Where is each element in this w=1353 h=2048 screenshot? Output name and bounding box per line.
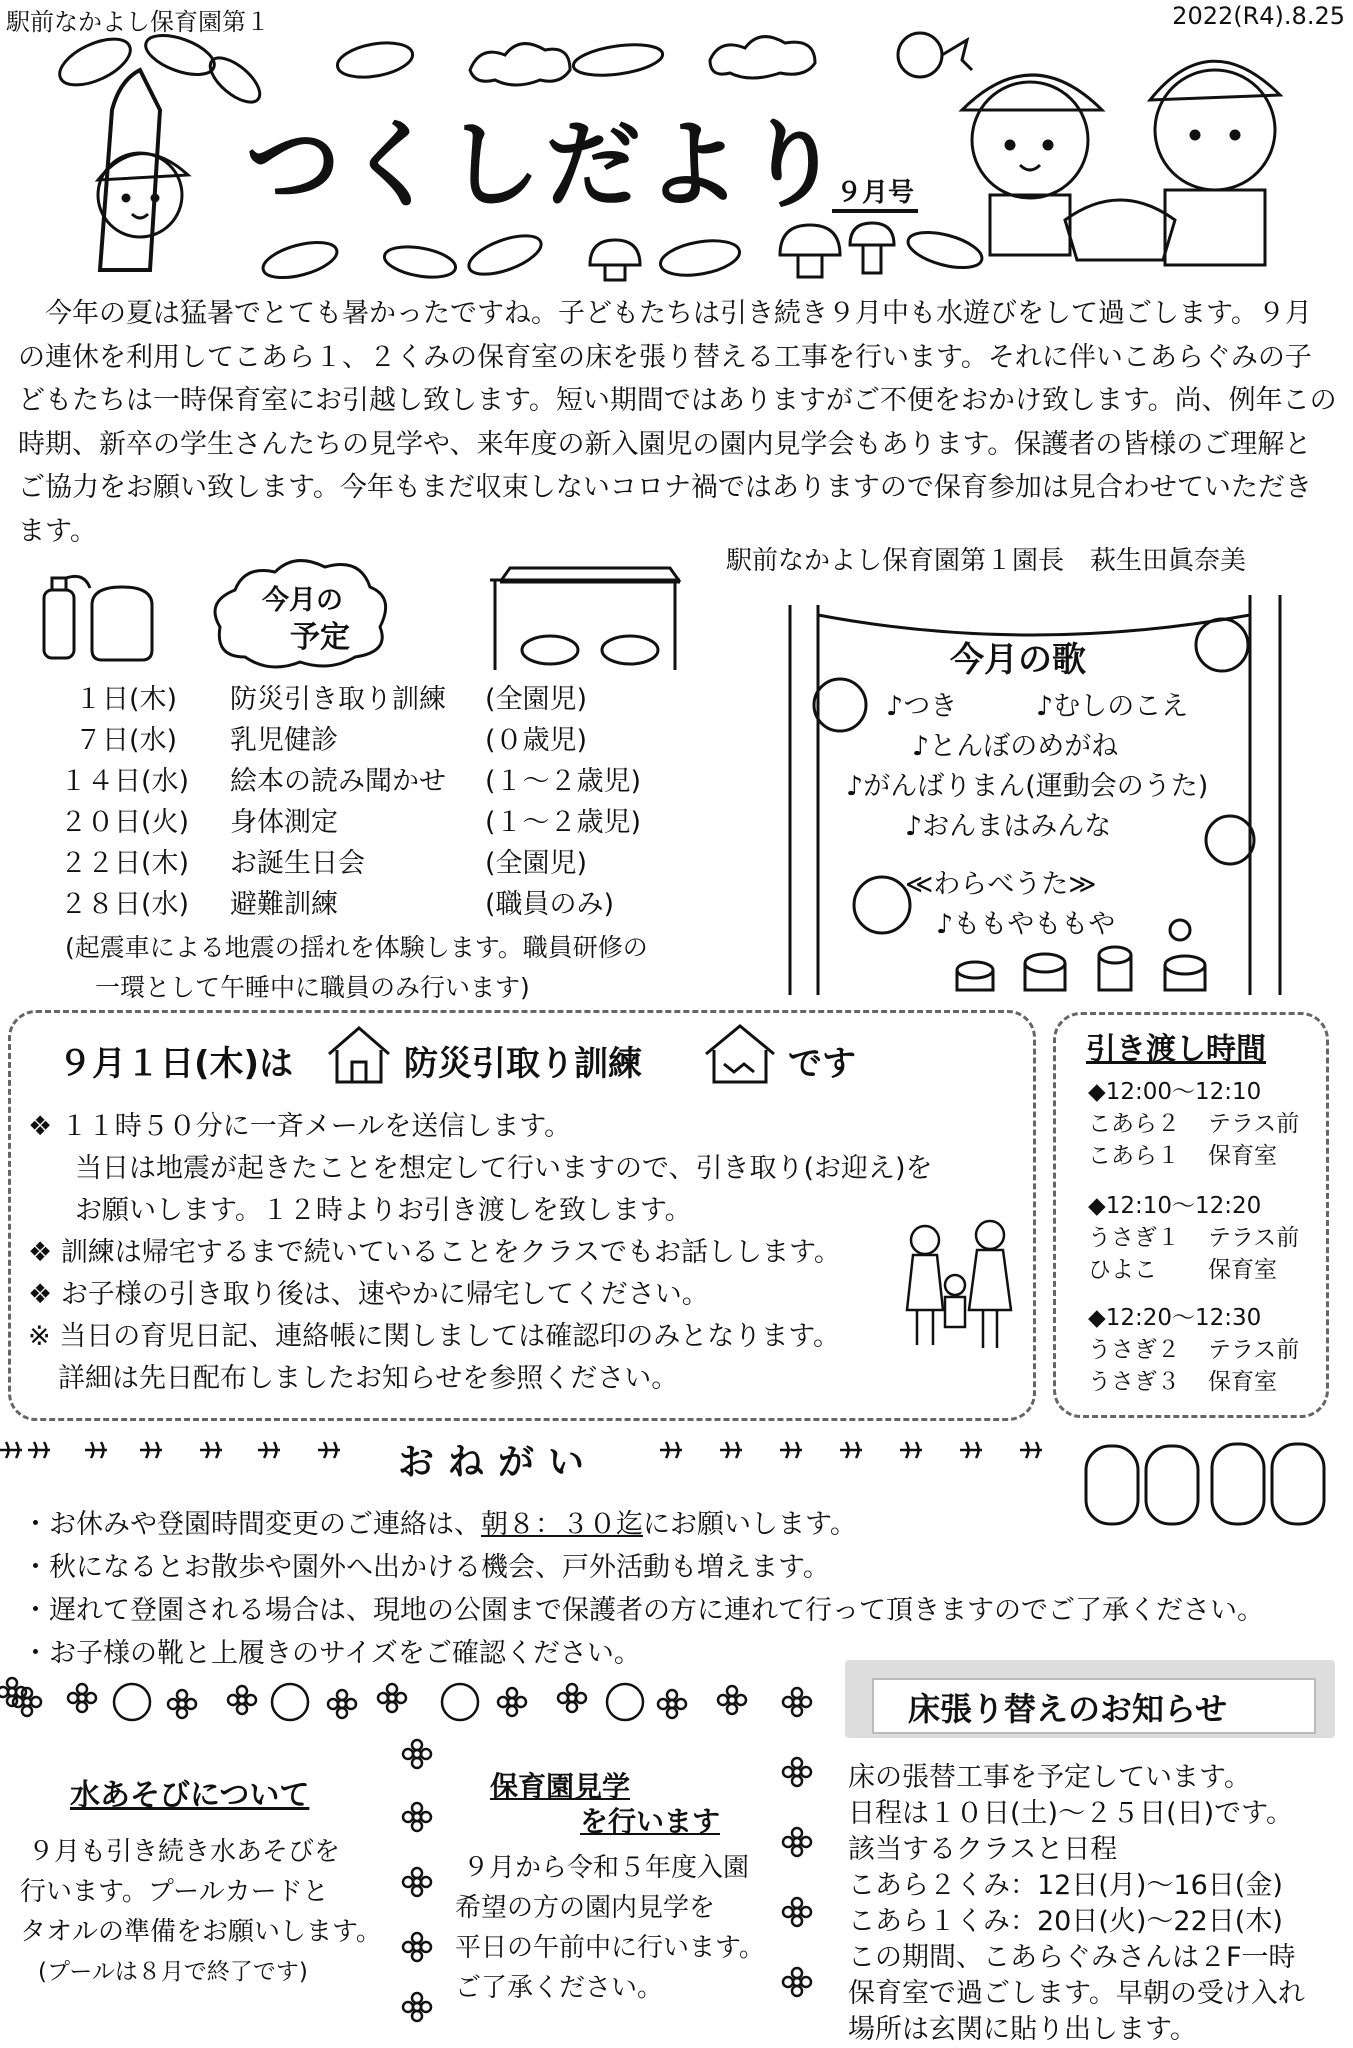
warabe-song: ♪ももやももや xyxy=(936,909,1116,940)
water-note: (プールは８月で終了です) xyxy=(38,1959,308,1985)
floor-line: 場所は玄関に貼り出します。 xyxy=(848,2014,1197,2045)
warabe-title: ≪わらべうた≫ xyxy=(905,869,1097,900)
handover-place: テラス前 xyxy=(1208,1337,1300,1363)
request-highlight: 朝８：３０迄 xyxy=(481,1509,643,1540)
floor-line: この期間、こあらぐみさんは２F一時 xyxy=(848,1942,1296,1973)
floor-line: こあら１くみ：20日(火)～22日(木) xyxy=(848,1906,1283,1937)
parents-illustration xyxy=(895,1215,1035,1355)
schedule-event: 防災引き取り訓練 xyxy=(230,684,446,715)
water-line: ９月も引き続き水あそびを xyxy=(28,1837,341,1867)
drill-line xyxy=(28,1104,571,1143)
songs-title: 今月の歌 xyxy=(950,640,1086,680)
schedule-date: １４日(水) xyxy=(60,766,190,797)
drill-bullet: ❖ xyxy=(28,1279,53,1310)
handover-time: ◆12:00～12:10 xyxy=(1088,1079,1262,1105)
water-body xyxy=(20,1832,382,1992)
schedule-target: (全園児) xyxy=(485,684,588,715)
drill-text: お願いします。１２時よりお引き渡しを致します。 xyxy=(75,1195,692,1226)
handover-class: うさぎ１ xyxy=(1088,1225,1180,1251)
schedule-target: (１～２歳児) xyxy=(485,807,642,838)
tour-line: ９月から令和５年度入園 xyxy=(463,1853,750,1883)
request-text: ・お休みや登園時間変更のご連絡は、 xyxy=(22,1509,481,1540)
request-item xyxy=(22,1631,641,1670)
drill-line xyxy=(58,1356,678,1395)
schedule-title-line2: 予定 xyxy=(290,620,350,655)
drill-line xyxy=(28,1272,709,1311)
drill-line xyxy=(28,1230,841,1269)
tour-title-line1: 保育園見学 xyxy=(490,1770,631,1803)
schedule-target: (職員のみ) xyxy=(485,889,615,920)
drill-text: 詳細は先日配布しましたお知らせを参照ください。 xyxy=(58,1363,679,1394)
schedule-date: ７日(水) xyxy=(75,725,178,756)
handover-class: こあら１ xyxy=(1088,1143,1180,1169)
handover-class: ひよこ xyxy=(1088,1257,1157,1283)
issue-label: ９月号 xyxy=(832,172,918,213)
handover-time: ◆12:20～12:30 xyxy=(1088,1305,1262,1331)
song-item: ♪むしのこえ xyxy=(1036,691,1189,722)
floor-title: 床張り替えのお知らせ xyxy=(908,1690,1228,1728)
handover-row xyxy=(1088,1108,1299,1140)
handover-slot xyxy=(1088,1190,1299,1286)
schedule-date: ２２日(木) xyxy=(60,848,190,879)
schedule-event: 絵本の読み聞かせ xyxy=(230,766,446,797)
newsletter-title: つくしだより xyxy=(245,109,845,221)
floor-body xyxy=(848,1760,1305,2048)
handover-place: テラス前 xyxy=(1208,1111,1300,1137)
tour-body xyxy=(455,1848,765,2008)
issue-date: 2022(R4).8.25 xyxy=(1172,2,1345,30)
schedule-note-line1: (起震車による地震の揺れを体験します。職員研修の xyxy=(65,933,648,962)
drill-bullet: ❖ xyxy=(28,1111,53,1142)
handover-class: うさぎ３ xyxy=(1088,1369,1180,1395)
drill-line xyxy=(28,1314,840,1353)
request-title: おねがい xyxy=(398,1442,599,1483)
schedule-target: (０歳児) xyxy=(485,725,588,756)
handover-class: うさぎ２ xyxy=(1088,1337,1180,1363)
request-item xyxy=(22,1588,1264,1627)
collapsed-house-icon xyxy=(700,1020,780,1086)
handover-place: 保育室 xyxy=(1208,1257,1277,1283)
schedule-target: (１～２歳児) xyxy=(485,766,642,797)
handover-place: 保育室 xyxy=(1208,1143,1277,1169)
schedule-target: (全園児) xyxy=(485,848,588,879)
handover-row xyxy=(1088,1366,1299,1398)
drill-text: お子様の引き取り後は、速やかに帰宅してください。 xyxy=(60,1279,709,1310)
drill-heading-tail: です xyxy=(788,1044,856,1084)
handover-title: 引き渡し時間 xyxy=(1086,1032,1266,1067)
floor-line: 床の張替工事を予定しています。 xyxy=(848,1762,1251,1793)
request-text: にお願いします。 xyxy=(643,1509,857,1540)
drill-line xyxy=(75,1146,933,1185)
request-text: ・遅れて登園される場合は、現地の公園まで保護者の方に連れて行って頂きますのでご了承ください。 xyxy=(22,1595,1264,1626)
tour-line: ご了承ください。 xyxy=(455,1973,664,2003)
schedule-event: 身体測定 xyxy=(230,807,338,838)
schedule-event: お誕生日会 xyxy=(230,848,365,879)
organization-name: 駅前なかよし保育園第１ xyxy=(6,8,270,36)
song-item: ♪がんばりまん(運動会のうた) xyxy=(846,771,1209,802)
song-item: ♪とんぼのめがね xyxy=(912,731,1119,762)
handover-row xyxy=(1088,1222,1299,1254)
drill-text: １１時５０分に一斉メールを送信します。 xyxy=(60,1111,572,1142)
schedule-title-line1: 今月の xyxy=(262,585,343,616)
handover-class: こあら２ xyxy=(1088,1111,1180,1137)
schedule-date: ２８日(水) xyxy=(60,889,190,920)
handover-slot xyxy=(1088,1076,1299,1172)
intro-paragraph: 今年の夏は猛暑でとても暑かったですね。子どもたちは引き続き９月中も水遊びをして過ごします。９月の連休を利用してこあら１、２くみの保育室の床を張り替える工事を行います。それに伴いこあらぐみの子どもたちは一時保育室にお引越し致します。短い期間ではありますがご不便をおかけ致します。尚、例年この時期、新卒の学生さんたちの見学や、来年度の新入園児の園内見学会もあります。保護者の皆様のご理解とご協力をお願い致します。今年もまだ収束しないコロナ禍ではありますので保育参加は見合わせていただきます。 xyxy=(18,298,1337,547)
schedule-illustrations xyxy=(30,560,730,680)
water-line: タオルの準備をお願いします。 xyxy=(20,1917,382,1947)
handover-slot xyxy=(1088,1302,1299,1398)
handover-row xyxy=(1088,1334,1299,1366)
shoes-icon xyxy=(1080,1440,1330,1530)
schedule-date: ２０日(火) xyxy=(60,807,190,838)
request-item xyxy=(22,1502,857,1541)
water-title: 水あそびについて xyxy=(70,1778,310,1813)
tour-line: 平日の午前中に行います。 xyxy=(455,1933,765,1963)
drill-text: 訓練は帰宅するまで続いていることをクラスでもお話しします。 xyxy=(60,1237,841,1268)
drill-bullet: ※ xyxy=(28,1321,51,1352)
drill-text: 当日の育児日記、連絡帳に関しましては確認印のみとなります。 xyxy=(59,1321,841,1352)
drill-heading-date: ９月１日(木)は xyxy=(58,1044,294,1084)
schedule-event: 避難訓練 xyxy=(230,889,338,920)
principal-signature: 駅前なかよし保育園第１園長 萩生田眞奈美 xyxy=(726,546,1247,576)
handover-time: ◆12:10～12:20 xyxy=(1088,1193,1262,1219)
water-line: 行います。プールカードと xyxy=(20,1877,329,1907)
schedule-date: １日(木) xyxy=(75,684,178,715)
floor-line: こあら２くみ：12日(月)～16日(金) xyxy=(848,1870,1283,1901)
request-text: ・秋になるとお散歩や園外へ出かける機会、戸外活動も増えます。 xyxy=(22,1552,830,1583)
schedule-note-line2: 一環として午睡中に職員のみ行います) xyxy=(95,973,530,1002)
tour-line: 希望の方の園内見学を xyxy=(455,1893,716,1923)
handover-row xyxy=(1088,1140,1299,1172)
floor-line: 該当するクラスと日程 xyxy=(848,1834,1118,1865)
song-item: ♪おんまはみんな xyxy=(905,811,1112,842)
request-text: ・お子様の靴と上履きのサイズをご確認ください。 xyxy=(22,1638,641,1669)
drill-line xyxy=(75,1188,692,1227)
drill-heading-name: 防災引取り訓練 xyxy=(404,1044,642,1084)
floor-line: 保育室で過ごします。早朝の受け入れ xyxy=(848,1978,1305,2009)
house-icon xyxy=(324,1022,394,1086)
handover-place: テラス前 xyxy=(1208,1225,1300,1251)
schedule-event: 乳児健診 xyxy=(230,725,338,756)
handover-row xyxy=(1088,1254,1299,1286)
song-item: ♪つき xyxy=(886,691,958,722)
floor-line: 日程は１０日(土)～２５日(日)です。 xyxy=(848,1798,1293,1829)
request-item xyxy=(22,1545,830,1584)
drill-bullet: ❖ xyxy=(28,1237,53,1268)
tour-title-line2: を行います xyxy=(580,1805,721,1838)
drill-text: 当日は地震が起きたことを想定して行いますので、引き取り(お迎え)を xyxy=(75,1153,933,1184)
handover-place: 保育室 xyxy=(1208,1369,1277,1395)
